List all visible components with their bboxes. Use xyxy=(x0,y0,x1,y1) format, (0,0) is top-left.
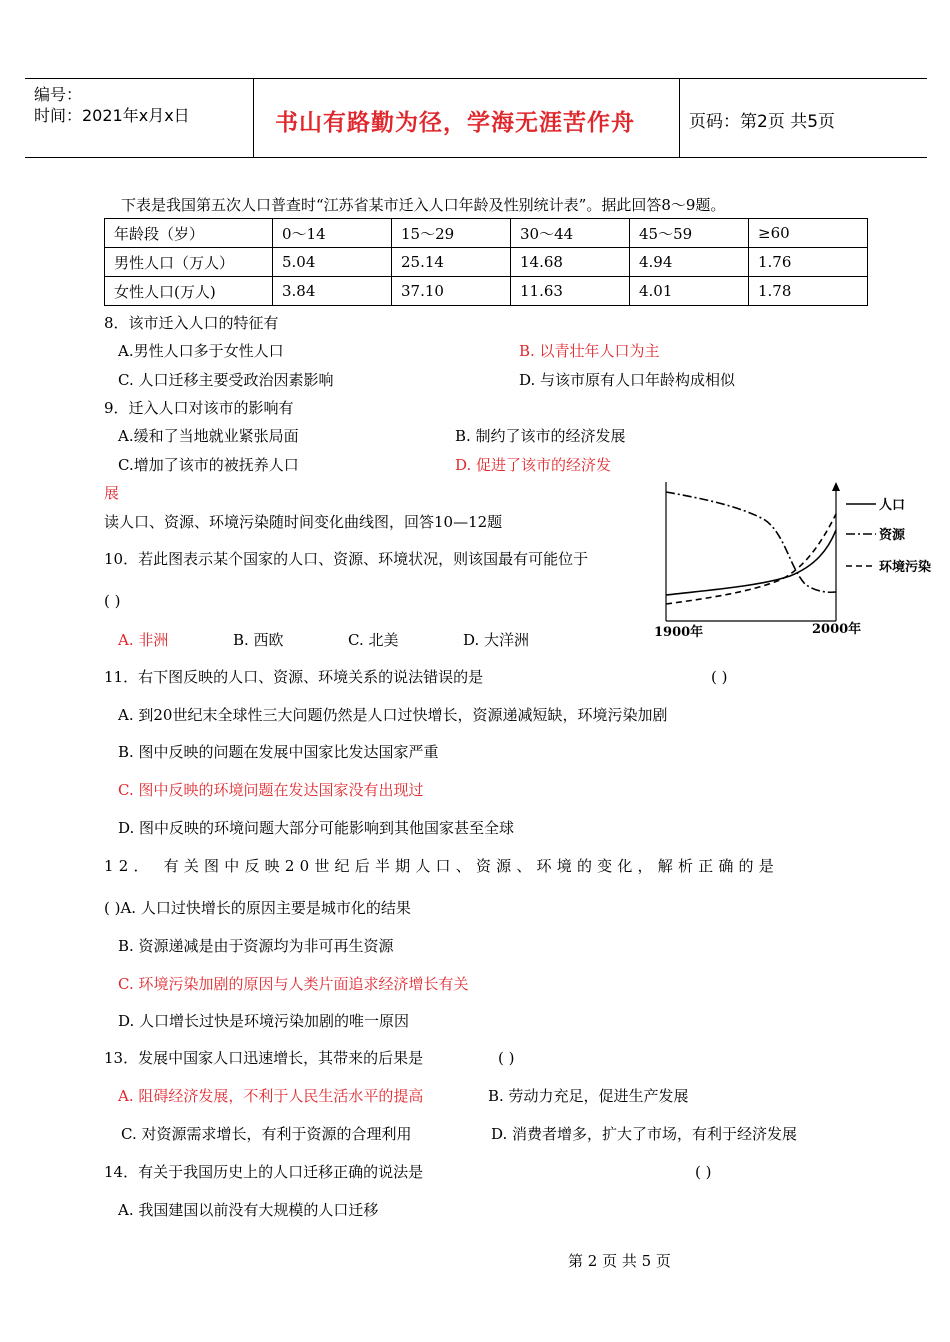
y-axis-arrow xyxy=(832,482,840,491)
table-cell: 14.68 xyxy=(511,248,630,277)
q11-option-c: C. 图中反映的环境问题在发达国家没有出现过 xyxy=(118,781,424,799)
q13-option-a: A. 阻碍经济发展，不利于人民生活水平的提高 xyxy=(118,1087,424,1105)
serial-label: 编号： xyxy=(34,85,83,104)
q13-option-c: C. 对资源需求增长，有利于资源的合理利用 xyxy=(121,1125,412,1143)
motto-title: 书山有路勤为径，学海无涯苦作舟 xyxy=(275,110,635,136)
table-cell: 女性人口(万人) xyxy=(105,277,273,306)
population-resources-pollution-chart xyxy=(650,478,940,643)
q9-option-d-continued: 展 xyxy=(104,484,120,502)
table-header-row xyxy=(105,219,868,248)
x-start-label: 1900年 xyxy=(654,625,704,640)
q11-option-d: D. 图中反映的环境问题大部分可能影响到其他国家甚至全球 xyxy=(118,819,515,837)
page-header xyxy=(25,78,927,158)
table-cell: 1.78 xyxy=(749,277,868,306)
q11-stem: 11．右下图反映的人口、资源、环境关系的说法错误的是 xyxy=(104,668,484,686)
table-header-cell: 30～44 xyxy=(511,219,630,248)
table-cell: 3.84 xyxy=(273,277,392,306)
table-header-cell: 0～14 xyxy=(273,219,392,248)
table-cell: 25.14 xyxy=(392,248,511,277)
legend-population-label: 人口 xyxy=(879,498,906,513)
q14-option-a: A. 我国建国以前没有大规模的人口迁移 xyxy=(118,1201,379,1219)
population-curve xyxy=(666,530,836,595)
q8-stem: 8．该市迁入人口的特征有 xyxy=(104,314,279,332)
q14-paren: ( ) xyxy=(695,1163,712,1181)
table-cell: 4.94 xyxy=(630,248,749,277)
table-cell: 4.01 xyxy=(630,277,749,306)
table-header-cell: ≥60 xyxy=(749,219,868,248)
q12-option-b: B. 资源递减是由于资源均为非可再生资源 xyxy=(118,937,394,955)
q10-option-a: A. 非洲 xyxy=(118,631,169,649)
header-divider-right xyxy=(679,79,680,157)
table-header-cell: 年龄段（岁） xyxy=(105,219,273,248)
q14-stem: 14．有关于我国历史上的人口迁移正确的说法是 xyxy=(104,1163,424,1181)
table-header-cell: 15～29 xyxy=(392,219,511,248)
table-row xyxy=(105,277,868,306)
q9-stem: 9．迁入人口对该市的影响有 xyxy=(104,399,294,417)
resources-curve xyxy=(666,492,836,592)
table-cell: 5.04 xyxy=(273,248,392,277)
q11-option-b: B. 图中反映的问题在发展中国家比发达国家严重 xyxy=(118,743,439,761)
q8-option-a: A.男性人口多于女性人口 xyxy=(118,342,284,360)
q13-stem: 13．发展中国家人口迅速增长，其带来的后果是 xyxy=(104,1049,424,1067)
population-table xyxy=(104,218,868,306)
legend-resources-label: 资源 xyxy=(879,528,906,543)
header-divider-left xyxy=(253,79,254,157)
legend-pollution-label: 环境污染 xyxy=(879,560,932,575)
q13-option-b: B. 劳动力充足，促进生产发展 xyxy=(488,1087,689,1105)
q8-option-b: B. 以青壮年人口为主 xyxy=(519,342,660,360)
q12-option-d: D. 人口增长过快是环境污染加剧的唯一原因 xyxy=(118,1012,410,1030)
x-end-label: 2000年 xyxy=(812,622,862,637)
q12-option-a: ( )A. 人口过快增长的原因主要是城市化的结果 xyxy=(104,899,411,917)
intro-text: 下表是我国第五次人口普查时“江苏省某市迁入人口年龄及性别统计表”。据此回答8～9题。 xyxy=(121,196,726,214)
q12-stem: 12． 有关图中反映20世纪后半期人口、资源、环境的变化，解析正确的是 xyxy=(104,857,779,875)
q11-paren: ( ) xyxy=(711,668,728,686)
time-label: 时间：2021年x月x日 xyxy=(34,106,190,125)
chart-instruction: 读人口、资源、环境污染随时间变化曲线图，回答10—12题 xyxy=(104,513,503,531)
q10-option-c: C. 北美 xyxy=(348,631,399,649)
q10-option-d: D. 大洋洲 xyxy=(463,631,530,649)
q9-option-b: B. 制约了该市的经济发展 xyxy=(455,427,626,445)
table-header-cell: 45～59 xyxy=(630,219,749,248)
page-indicator: 页码：第2页 共5页 xyxy=(689,112,836,132)
pollution-curve xyxy=(666,514,836,604)
table-cell: 1.76 xyxy=(749,248,868,277)
q11-option-a: A. 到20世纪末全球性三大问题仍然是人口过快增长，资源递减短缺，环境污染加剧 xyxy=(118,706,668,724)
table-cell: 11.63 xyxy=(511,277,630,306)
q13-paren: ( ) xyxy=(498,1049,515,1067)
q12-option-c: C. 环境污染加剧的原因与人类片面追求经济增长有关 xyxy=(118,975,469,993)
q13-option-d: D. 消费者增多，扩大了市场，有利于经济发展 xyxy=(491,1125,798,1143)
q9-option-a: A.缓和了当地就业紧张局面 xyxy=(118,427,299,445)
table-cell: 男性人口（万人） xyxy=(105,248,273,277)
q8-option-d: D. 与该市原有人口年龄构成相似 xyxy=(519,371,736,389)
table-cell: 37.10 xyxy=(392,277,511,306)
q10-option-b: B. 西欧 xyxy=(233,631,284,649)
page-footer: 第 2 页 共 5 页 xyxy=(568,1252,671,1270)
q10-paren: ( ) xyxy=(104,592,121,610)
q9-option-d: D. 促进了该市的经济发 xyxy=(455,456,612,474)
table-row xyxy=(105,248,868,277)
q8-option-c: C. 人口迁移主要受政治因素影响 xyxy=(118,371,334,389)
q9-option-c: C.增加了该市的被抚养人口 xyxy=(118,456,299,474)
q10-stem: 10．若此图表示某个国家的人口、资源、环境状况，则该国最有可能位于 xyxy=(104,550,589,568)
